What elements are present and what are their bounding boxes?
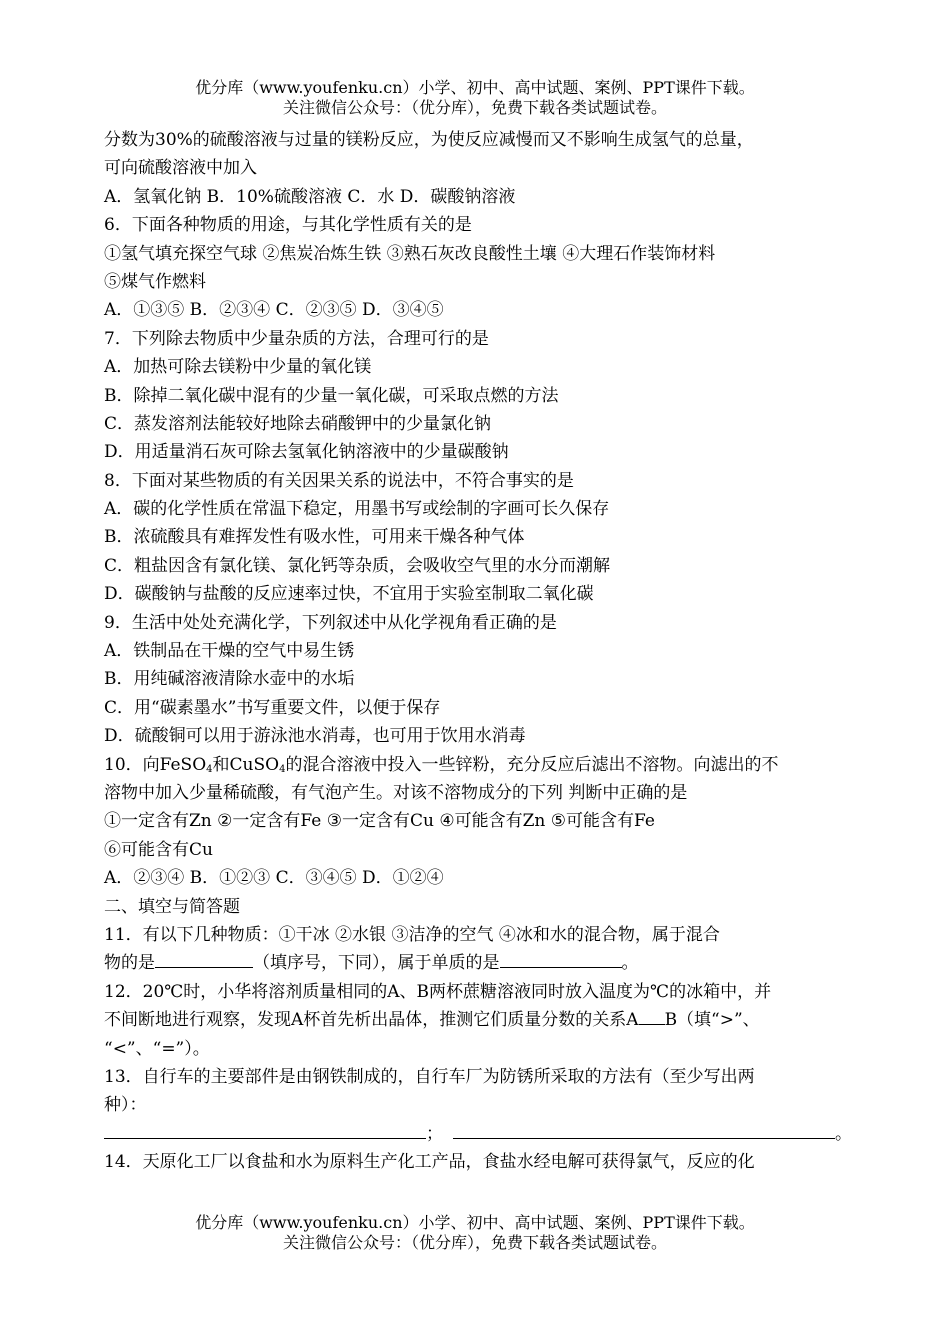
option-line: D．用适量消石灰可除去氢氧化钠溶液中的少量碳酸钠: [104, 442, 509, 463]
option-line: C．用“碳素墨水”书写重要文件，以便于保存: [104, 697, 441, 718]
text-line: [104, 949, 850, 977]
answer-blank[interactable]: [155, 949, 253, 968]
option-line: B．除掉二氧化碳中混有的少量一氧化碳，可采取点燃的方法: [104, 385, 559, 406]
question-6: 6．下面各种物质的用途，与其化学性质有关的是: [104, 215, 472, 236]
footer-line-2: 关注微信公众号：（优分库），免费下载各类试题试卷。: [282, 1233, 667, 1252]
question-10: [104, 751, 850, 779]
question-13: 13．自行车的主要部件是由钢铁制成的，自行车厂为防锈所采取的方法有（至少写出两: [104, 1066, 755, 1087]
text-segment: 和CuSO: [212, 754, 280, 775]
header-line-2: 关注微信公众号：（优分库），免费下载各类试题试卷。: [282, 98, 667, 117]
text-segment: 。: [621, 953, 639, 974]
option-line: B．用纯碱溶液清除水壶中的水垢: [104, 669, 355, 690]
text-line: 可向硫酸溶液中加入: [104, 158, 257, 179]
text-line: “<”、“=”）。: [104, 1038, 210, 1059]
text-line: 分数为30%的硫酸溶液与过量的镁粉反应，为使反应减慢而又不影响生成氢气的总量，: [104, 130, 754, 150]
text-line: ①一定含有Zn ②一定含有Fe ③一定含有Cu ④可能含有Zn ⑤可能含有Fe: [104, 811, 655, 832]
text-segment: 。: [835, 1123, 852, 1144]
option-line: D．碳酸钠与盐酸的反应速率过快，不宜用于实验室制取二氧化碳: [104, 584, 594, 605]
text-line: ⑥可能含有Cu: [104, 839, 213, 860]
option-line: D．硫酸铜可以用于游泳池水消毒，也可用于饮用水消毒: [104, 726, 526, 747]
text-line: [104, 1006, 850, 1034]
question-14: 14．天原化工厂以食盐和水为原料生产化工产品，食盐水经电解可获得氯气，反应的化: [104, 1152, 755, 1173]
answer-blank[interactable]: [453, 1120, 835, 1139]
option-line: C．粗盐因含有氯化镁、氯化钙等杂质，会吸收空气里的水分而潮解: [104, 555, 611, 576]
text-line: ⑤煤气作燃料: [104, 271, 206, 292]
header-line-1: 优分库（www.youfenku.cn）小学、初中、高中试题、案例、PPT课件下载。: [195, 78, 755, 97]
footer-line-1: 优分库（www.youfenku.cn）小学、初中、高中试题、案例、PPT课件下载。: [195, 1213, 755, 1232]
text-segment: 不间断地进行观察，发现A杯首先析出晶体，推测它们质量分数的关系A: [104, 1010, 639, 1031]
text-line: 溶物中加入少量稀硫酸，有气泡产生。对该不溶物成分的下列 判断中正确的是: [104, 782, 688, 803]
text-line: ①氢气填充探空气球 ②焦炭冶炼生铁 ③熟石灰改良酸性土壤 ④大理石作装饰材料: [104, 243, 716, 264]
subscript: 4: [206, 763, 213, 775]
text-line: 种）：: [104, 1095, 147, 1116]
page-header: [0, 78, 950, 118]
option-line: A．铁制品在干燥的空气中易生锈: [104, 641, 355, 662]
question-body: [104, 126, 850, 1176]
option-line: A．氢氧化钠 B．10%硫酸溶液 C．水 D．碳酸钠溶液: [104, 186, 516, 207]
option-line: B．浓硫酸具有难挥发性有吸水性，可用来干燥各种气体: [104, 527, 525, 548]
page-footer: [0, 1213, 950, 1253]
option-line: A．碳的化学性质在常温下稳定，用墨书写或绘制的字画可长久保存: [104, 499, 610, 520]
question-8: 8．下面对某些物质的有关因果关系的说法中，不符合事实的是: [104, 470, 574, 491]
subscript: 4: [279, 763, 286, 775]
text-segment: 10．向FeSO: [104, 754, 207, 775]
text-line: [104, 1120, 850, 1148]
question-9: 9．生活中处处充满化学，下列叙述中从化学视角看正确的是: [104, 612, 557, 633]
answer-blank[interactable]: [500, 949, 622, 968]
text-segment: （填序号，下同），属于单质的是: [253, 953, 500, 974]
text-segment: B（填“>”、: [664, 1010, 760, 1031]
section-heading: 二、填空与简答题: [104, 896, 240, 917]
text-segment: ；: [426, 1123, 443, 1144]
option-line: C．蒸发溶剂法能较好地除去硝酸钾中的少量氯化钠: [104, 413, 492, 434]
question-11: 11．有以下几种物质：①干冰 ②水银 ③洁净的空气 ④冰和水的混合物，属于混合: [104, 924, 720, 945]
option-line: A．①③⑤ B．②③④ C．②③⑤ D．③④⑤: [104, 300, 444, 321]
text-segment: 物的是: [104, 953, 155, 974]
question-12: 12．20℃时，小华将溶剂质量相同的A、B两杯蔗糖溶液同时放入温度为℃的冰箱中，并: [104, 981, 772, 1002]
answer-blank[interactable]: [104, 1120, 426, 1139]
text-segment: 的混合溶液中投入一些锌粉，充分反应后滤出不溶物。向滤出的不: [285, 754, 779, 775]
option-line: A．②③④ B．①②③ C．③④⑤ D．①②④: [104, 868, 444, 889]
option-line: A．加热可除去镁粉中少量的氧化镁: [104, 357, 372, 378]
answer-blank[interactable]: [639, 1006, 665, 1025]
question-7: 7．下列除去物质中少量杂质的方法，合理可行的是: [104, 328, 489, 349]
